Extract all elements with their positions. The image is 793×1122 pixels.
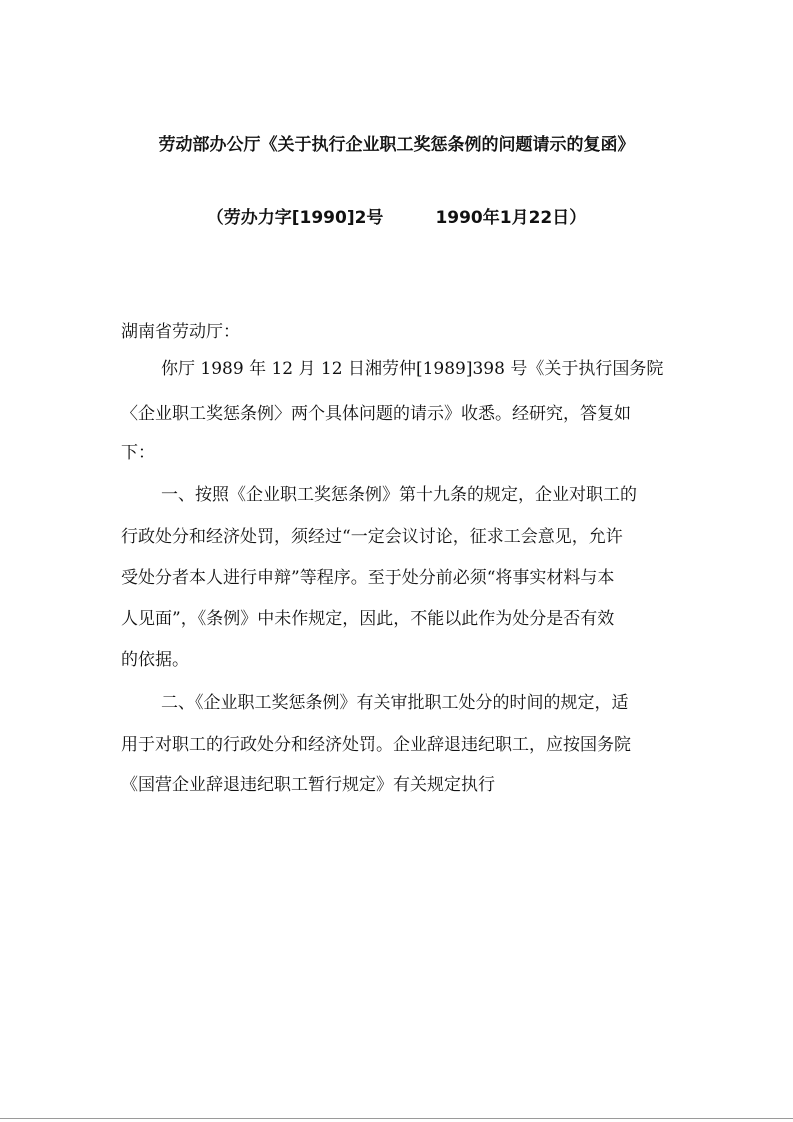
paragraph1-line: 下：: [121, 443, 155, 463]
paragraph3-line: 用于对职工的行政处分和经济处罚。企业辞退违纪职工，应按国务院: [121, 735, 631, 755]
paragraph2-line: 一、按照《企业职工奖惩条例》第十九条的规定，企业对职工的: [161, 485, 637, 505]
paragraph3-line: 《国营企业辞退违纪职工暂行规定》有关规定执行: [121, 775, 495, 795]
document-number: （劳办力字[1990]2号: [206, 208, 384, 228]
paragraph1-line: 你厅 1989 年 12 月 12 日湘劳仲[1989]398 号《关于执行国务院: [161, 359, 664, 379]
paragraph1-line: 〈企业职工奖惩条例〉两个具体问题的请示》收悉。经研究，答复如: [121, 404, 631, 424]
addressee: 湖南省劳动厅：: [121, 322, 240, 342]
document-subtitle: [0, 203, 793, 228]
paragraph2-line: 行政处分和经济处罚，须经过“一定会议讨论，征求工会意见，允许: [121, 527, 623, 547]
paragraph2-line: 的依据。: [121, 650, 189, 670]
paragraph2-line: 受处分者本人进行申辩”等程序。至于处分前必须“将事实材料与本: [121, 568, 615, 588]
paragraph2-line: 人见面”，《条例》中未作规定，因此，不能以此作为处分是否有效: [121, 609, 615, 629]
document-date: 1990年1月22日）: [435, 208, 587, 228]
page-bottom-divider: [0, 1118, 793, 1119]
document-title: 劳动部办公厅《关于执行企业职工奖惩条例的问题请示的复函》: [158, 135, 635, 155]
paragraph3-line: 二、《企业职工奖惩条例》有关审批职工处分的时间的规定，适: [161, 693, 629, 713]
